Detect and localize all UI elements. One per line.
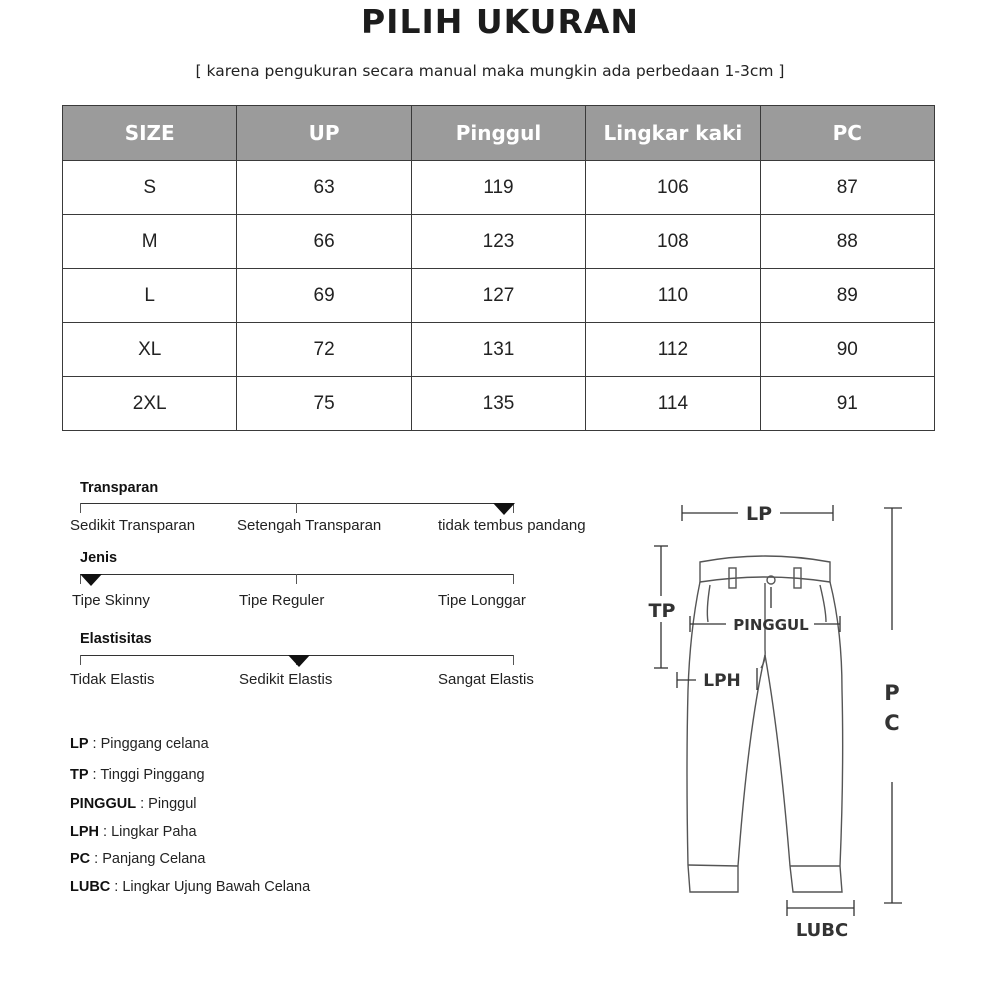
cell-pc: 90 (760, 323, 934, 377)
table-row (63, 161, 935, 215)
scale-option-label: Tipe Skinny (72, 592, 150, 609)
legend-abbr: PINGGUL (70, 796, 137, 812)
scale-tick (296, 503, 297, 513)
scale-option-label: Setengah Transparan (237, 517, 382, 534)
legend-abbr: PC (70, 851, 91, 867)
cell-size: L (63, 269, 237, 323)
cell-pinggul: 131 (411, 323, 585, 377)
cell-up: 66 (237, 215, 411, 269)
cell-up: 72 (237, 323, 411, 377)
legend-item (70, 796, 197, 812)
header-pc: PC (760, 106, 934, 161)
scale-option-label: Sedikit Transparan (70, 517, 196, 534)
scale-line (80, 574, 514, 575)
scale-line (80, 503, 514, 504)
scale-option-label: Tipe Reguler (239, 592, 325, 609)
table-header-row (63, 106, 935, 161)
table-row (63, 377, 935, 431)
cell-pinggul: 127 (411, 269, 585, 323)
legend-item (70, 767, 205, 783)
cell-pc: 89 (760, 269, 934, 323)
table-row (63, 269, 935, 323)
cell-lingkar-kaki: 114 (586, 377, 760, 431)
table-row (63, 323, 935, 377)
pc-label-c: C (884, 711, 900, 735)
cell-size: M (63, 215, 237, 269)
cell-pc: 88 (760, 215, 934, 269)
measurement-note: [ karena pengukuran secara manual maka mungkin ada perbedaan 1-3cm ] (195, 62, 785, 80)
legend-item (70, 879, 310, 895)
cell-lingkar-kaki: 112 (586, 323, 760, 377)
header-lingkar-kaki: Lingkar kaki (586, 106, 760, 161)
cell-size: 2XL (63, 377, 237, 431)
cell-up: 75 (237, 377, 411, 431)
cell-size: S (63, 161, 237, 215)
cell-pinggul: 135 (411, 377, 585, 431)
scale-tick (513, 574, 514, 584)
lubc-label: LUBC (795, 920, 849, 941)
header-size: SIZE (63, 106, 237, 161)
cell-up: 63 (237, 161, 411, 215)
cell-lingkar-kaki: 108 (586, 215, 760, 269)
tp-label: TP (648, 600, 676, 622)
elastisitas-title: Elastisitas (80, 631, 152, 647)
legend-text: : Lingkar Paha (99, 824, 197, 840)
cell-up: 69 (237, 269, 411, 323)
cell-pc: 91 (760, 377, 934, 431)
selected-marker (288, 655, 310, 667)
legend-text: : Pinggul (136, 796, 197, 812)
scale-tick (513, 655, 514, 665)
legend-text: : Pinggang celana (88, 736, 209, 752)
page-title: PILIH UKURAN (360, 2, 640, 41)
scale-option-label: Tidak Elastis (70, 671, 155, 688)
cell-pinggul: 119 (411, 161, 585, 215)
cell-pinggul: 123 (411, 215, 585, 269)
legend-item (70, 824, 197, 840)
legend-abbr: LUBC (70, 879, 111, 895)
selected-marker (80, 574, 102, 586)
pants-outline (687, 556, 843, 892)
scale-option-label: Sedikit Elastis (239, 671, 333, 688)
header-pinggul: Pinggul (411, 106, 585, 161)
lph-label: LPH (703, 671, 741, 691)
scale-option-label: Tipe Longgar (438, 592, 526, 609)
scale-option-label: Sangat Elastis (438, 671, 534, 688)
pc-label-p: P (884, 681, 900, 705)
cell-size: XL (63, 323, 237, 377)
pants-diagram (630, 490, 920, 950)
table-row (63, 215, 935, 269)
size-table (62, 105, 935, 431)
legend-abbr: LPH (70, 824, 99, 840)
lubc-measure (787, 900, 854, 916)
cell-pc: 87 (760, 161, 934, 215)
selected-marker (493, 503, 515, 515)
pc-measure (884, 508, 902, 903)
header-up: UP (237, 106, 411, 161)
pinggul-label: PINGGUL (733, 616, 809, 634)
legend-item (70, 851, 205, 867)
legend-abbr: LP (70, 736, 89, 752)
jenis-title: Jenis (80, 550, 118, 566)
legend-text: : Lingkar Ujung Bawah Celana (110, 879, 311, 895)
legend-text: : Tinggi Pinggang (88, 767, 205, 783)
transparan-title: Transparan (80, 480, 159, 496)
scale-option-label: tidak tembus pandang (438, 517, 586, 534)
cell-lingkar-kaki: 110 (586, 269, 760, 323)
legend-abbr: TP (70, 767, 89, 783)
cell-lingkar-kaki: 106 (586, 161, 760, 215)
legend-item (70, 736, 209, 752)
scale-tick (80, 503, 81, 513)
lp-label: LP (745, 503, 773, 525)
scale-tick (80, 655, 81, 665)
legend-text: : Panjang Celana (90, 851, 206, 867)
scale-tick (296, 574, 297, 584)
